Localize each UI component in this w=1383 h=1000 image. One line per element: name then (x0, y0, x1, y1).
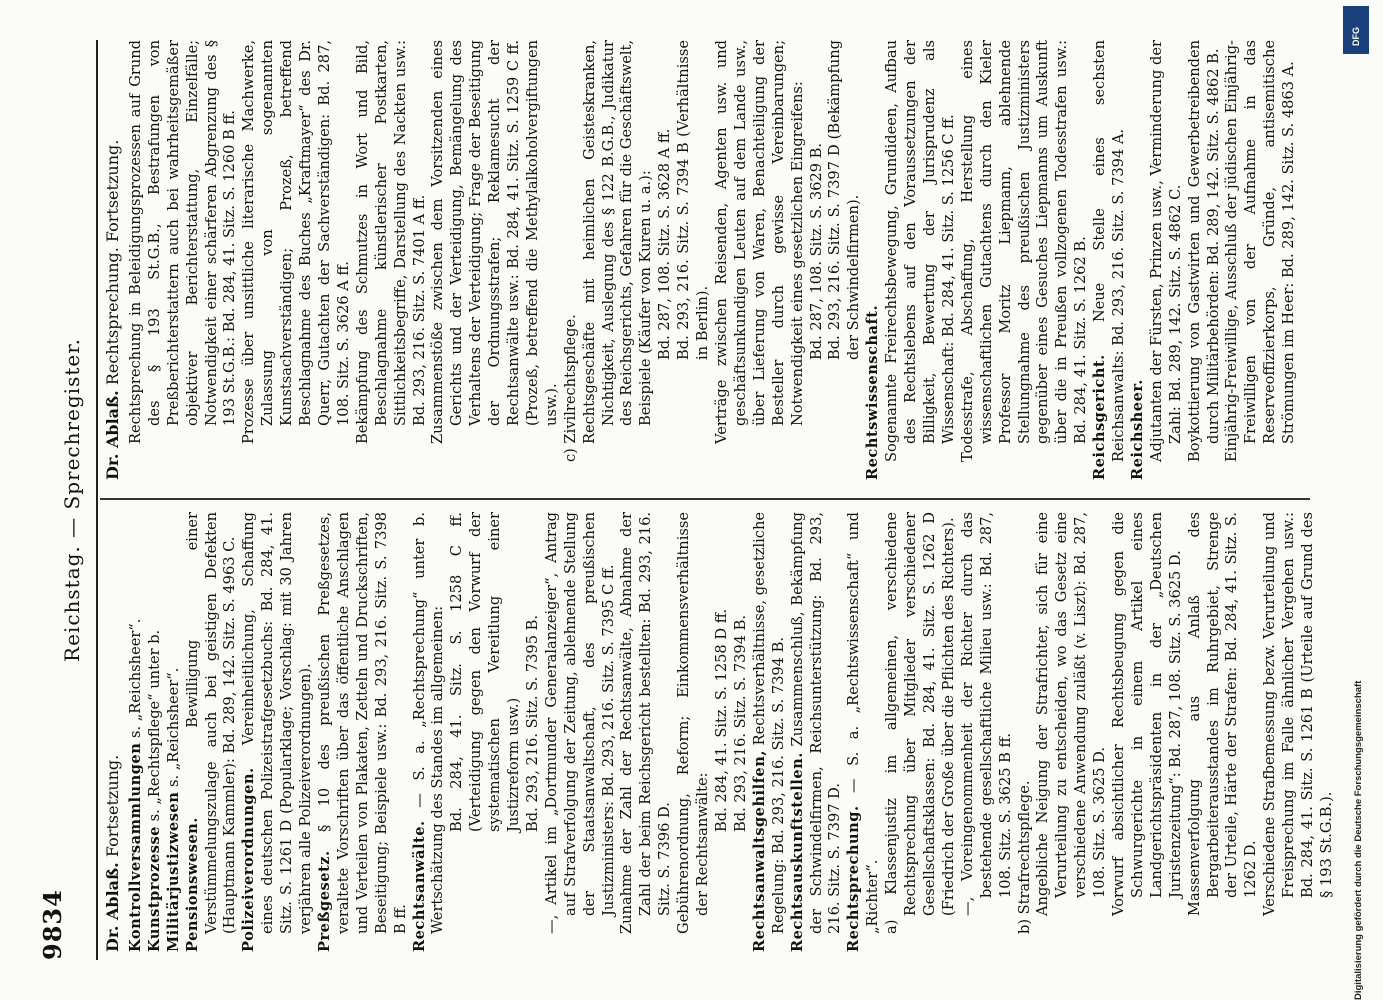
register-entry (883, 40, 959, 480)
entry-text: Todesstrafe, Abschaffung, Herstellung eines wissenschaftlichen Gutachtens durch den Kieler Professor Moritz Liepmann, ablehnende Stellungnahme des preußischen Justizministers gegenüber eines Gesuches Liepmanns um Auskunft über die in Preußen vollzogenen Todesstrafen usw.: Bd. 284, 41. Sitz. S. 1262 B. (958, 40, 1090, 462)
register-entry (1016, 512, 1035, 952)
register-entry (165, 512, 184, 952)
entry-text: a) Klassenjustiz im allgemeinen, verschiedene Rechtsprechung über Mitglieder verschiedener Gesellschaftsklassen: Bd. 284, 41. Sitz. S. 1262 D (Friedrich der Große über die Pflichten des Richters). (883, 512, 957, 934)
entry-text: Prozesse über unsittliche literarische Machwerke, Zulassung von sogenannten Kunstsachverständigen; Prozeß, betreffend Beschlagnahme des Buches „Kraftmayer“ des Dr. Querr, Gutachten der Sachverständigen: Bd. 287, 108. Sitz. S. 3626 A ff. (240, 40, 352, 444)
entry-text: Verträge zwischen Reisenden, Agenten usw. und geschäftsunkundigen Leuten auf dem Lande usw., über Lieferung von Waren, Benachteiligung der Besteller durch gewisse Vereinbarungen; Notwendigkeit eines gesetzlichen Eingreifens: (713, 40, 806, 444)
continuation-label: Fortsetzung. (103, 754, 122, 858)
entry-text: Zusammenstöße zwischen dem Vorsitzenden eines Gerichts und der Verteidigung, Bemängelung des Verhaltens der Verteidigung; Frage der Beseitigung der Ordnungsstrafen; Reklamesucht der Rechtsanwälte usw.: Bd. 284, 41. Sitz. S. 1259 C ff. (Prozeß, betreffend die Methylalkoholvergiftungen usw.). (429, 40, 560, 444)
entry-reference: Bd. 287, 108. Sitz. S. 3628 A ff. (656, 128, 674, 360)
register-entry (524, 512, 543, 952)
entry-text: Bekämpfung des Schmutzes in Wort und Bild, Beschlagnahme künstlerischer Postkarten, Sittlichkeitsbegriffe, Darstellung des Nackten usw.: Bd. 293, 216. Sitz. S. 7401 A ff. (353, 40, 428, 444)
register-entry (354, 40, 430, 480)
register-entry (1223, 40, 1299, 480)
register-entry (316, 512, 411, 952)
register-entry (1148, 40, 1186, 480)
entry-text: Einjährig-Freiwillige, Ausschluß der jüdischen Einjährig-Freiwilligen von der Aufnahme in das Reserveoffizierkorps, Gründe, antisemitische Strömungen im Heer: Bd. 289, 142. Sitz. S. 4863 A. (1223, 40, 1298, 462)
register-entry (543, 512, 619, 952)
register-entry (751, 512, 789, 952)
left-column-heading (104, 512, 123, 952)
continuation-label: Rechtsprechung. Fortsetzung. (103, 139, 122, 386)
entry-text: —, Voreingenommenheit der Richter durch das bestehende gesellschaftliche Milieu usw.: Bd. 287, 108. Sitz. S. 3625 B ff. (958, 512, 1014, 916)
entry-reference: Bd. 284, 41. Sitz. S. 1258 D ff. (713, 608, 730, 832)
entry-keyword: Pensionswesen. (183, 817, 201, 952)
register-entry (1034, 512, 1110, 952)
entry-text: —, Artikel im „Dortmunder Generalanzeiger“, Antrag auf Strafverfolgung der Zeitung, ablehnende Stellung der Staatsanwaltschaft, des preußischen Justizministers: Bd. 293, 216. Sitz. S. 7395 C ff. (542, 512, 617, 934)
speaker-name: Dr. Ablaß. (103, 390, 122, 480)
entry-text: Angebliche Neigung der Strafrichter, sich für eine Verurteilung zu entscheiden, wo das Gesetz eine verschiedene Anwendung zuläßt (v. Liszt): Bd. 287, 108. Sitz. S. 3625 D. (1034, 512, 1109, 916)
register-entry (581, 40, 657, 480)
entry-text: Vorwurf absichtlicher Rechtsbeugung gegen die Schwurgerichte in einem Artikel eines Landgerichtspräsidenten in der „Deutschen Juristenzeitung“: Bd. 287, 108. Sitz. S. 3625 D. (1110, 512, 1184, 916)
entry-text: Adjutanten der Fürsten, Prinzen usw., Verminderung der Zahl: Bd. 289, 142. Sitz. S. 4862 C. (1147, 40, 1184, 462)
register-entry (429, 40, 561, 480)
entry-reference: Bd. 293, 216. Sitz. S. 7397 D (Bekämpfung der Schwindelfirmen). (826, 40, 863, 360)
register-entry (146, 512, 165, 952)
entry-text: Zunahme der Zahl der Rechtsanwälte, Abnahme der Zahl der beim Reichsgericht bestellten: Bd. 293, 216. Sitz. S. 7396 D. (618, 512, 674, 934)
entry-text: Vereinheitlichung, Schaffung eines deutschen Polizeistrafgesetzbuchs: Bd. 284, 41. Sitz. S. 1261 D (Popularklage; Vorschlag: mit 30 Jahren verjähren alle Polizeiverordnungen). (240, 512, 315, 934)
register-entry (127, 40, 240, 480)
dfg-logo-text: DFG (1351, 27, 1361, 46)
register-entry (618, 512, 675, 952)
register-entry (448, 512, 524, 952)
register-entry (1261, 512, 1337, 952)
entry-keyword: Rechtsanwaltsgehilfen, (750, 750, 768, 952)
entry-keyword: Rechtsprechung. (845, 805, 863, 952)
register-entry (713, 512, 732, 952)
register-entry (826, 40, 864, 480)
entry-text: Gebührenordnung, Reform; Einkommensverhältnisse der Rechtsanwälte: (675, 512, 712, 934)
header-rule (96, 40, 98, 960)
register-entry (883, 512, 959, 952)
entry-keyword: Kunstprozesse (145, 826, 163, 952)
register-entry (656, 40, 675, 480)
register-entry (240, 512, 316, 952)
register-entry (789, 512, 846, 952)
register-entry (240, 40, 353, 480)
page-header (38, 40, 98, 960)
entry-keyword: Rechtsanwälte. (410, 820, 428, 952)
entry-text: s. „Rechtspflege“ unter b. (145, 629, 163, 827)
register-entry (959, 40, 1091, 480)
entry-text: — S. a. „Rechtswissenschaft“ und „Richter“. (845, 512, 882, 934)
digitization-note: Digitalisierung gefördert durch die Deutsche Forschungsgemeinschaft (1353, 680, 1364, 1000)
page-number: 9834 (38, 889, 67, 960)
entry-text: Neue Stelle eines sechsten Reichsanwalts: Bd. 293, 216. Sitz. S. 7394 A. (1091, 40, 1128, 462)
register-entry (713, 40, 808, 480)
entry-text: Massenverfolgung aus Anlaß des Bergarbeiterausstandes im Ruhrgebiet, Strenge der Urteile, Härte der Strafen: Bd. 284, 41. Sitz. S. 1262 D. (1185, 512, 1260, 916)
left-column (103, 512, 1335, 952)
entry-keyword: Kontrollversammlungen (126, 742, 144, 952)
right-column-heading (104, 40, 123, 480)
running-title: Reichstag. — Sprechregister. (60, 338, 84, 662)
entry-text: Boykottierung von Gastwirten und Gewerbetreibenden durch Militärbehörden: Bd. 289, 142. Sitz. S. 4862 B. (1185, 40, 1222, 462)
register-entry (562, 40, 581, 480)
entry-reference: Bd. 287, 108. Sitz. S. 3629 B. (807, 142, 825, 360)
entry-text: Rechtsgeschäfte mit heimlichen Geisteskranken, Nichtigkeit, Auslegung des § 122 B.G.B., Judikatur des Reichsgerichts, Gefahren für die Geschäftswelt, Beispiele (Käufer von Kuren u. a.): (580, 40, 655, 444)
register-entry (184, 512, 241, 952)
column-divider (100, 499, 1310, 501)
register-entry (1186, 512, 1262, 952)
entry-keyword: Preßgesetz. (315, 850, 333, 952)
side-margin-note (1349, 0, 1365, 1000)
register-entry (959, 512, 1016, 952)
entry-text: b) Strafrechtspflege. (1015, 780, 1033, 934)
entry-reference: Bd. 284, 41. Sitz. S. 1258 C ff. (Verteidigung gegen den Vorwurf der systematischen Vereitlung einer Justizreform usw.) (448, 512, 523, 832)
register-entry (675, 40, 713, 480)
entry-reference: Bd. 293, 216. Sitz. S. 7394 B (Verhältnisse in Berlin). (675, 40, 712, 360)
dfg-logo (1343, 6, 1369, 54)
entry-keyword: Militärjustizwesen (164, 791, 182, 952)
entry-keyword: Polizeiverordnungen. (240, 767, 258, 952)
entry-keyword: Reichsheer. (1128, 379, 1146, 480)
register-entry (1186, 40, 1224, 480)
register-entry (675, 512, 713, 952)
entry-text: § 10 des preußischen Preßgesetzes, veraltete Vorschriften über das öffentliche Anschlagen und Verteilen von Plakaten, Zetteln und Druckschriften, Beseitigung; Beispiele usw.: Bd. 293, 216. Sitz. S. 7398 B ff. (315, 512, 409, 934)
entry-text: s. „Reichsheer“. (164, 667, 182, 792)
register-entry (732, 512, 751, 952)
entry-keyword: Rechtsauskunftstellen. (788, 752, 806, 952)
entry-text: Rechtsprechung in Beleidigungsprozessen auf Grund des § 193 St.G.B., Bestrafungen von Preßberichterstattern auch bei wahrheitsgemäßer objektiver Berichterstattung, Einzelfälle; Notwendigkeit einer schärferen Abgrenzung des § 193 St.G.B.: Bd. 284, 41. Sitz. S. 1260 B ff. (126, 40, 239, 444)
register-entry (808, 40, 827, 480)
entry-text: Zusammenschluß, Bekämpfung der Schwindelfirmen, Reichsunterstützung: Bd. 293, 216. Sitz. S. 7397 D. (788, 512, 844, 934)
entry-text: Bewilligung einer Verstümmelungszulage auch bei geistigen Defekten (Hauptmann Kammler): Bd. 289, 142. Sitz. S. 4963 C. (183, 512, 239, 934)
entry-keyword: Rechtswissenschaft. (864, 304, 882, 480)
entry-text: Sogenannte Freirechtsbewegung, Grundideen, Aufbau des Rechtslebens auf den Voraussetzungen der Billigkeit, Bewertung der Jurisprudenz als Wissenschaft: Bd. 284, 41. Sitz. S. 1256 C ff. (883, 40, 957, 462)
register-entry (127, 512, 146, 952)
left-entries (127, 512, 1337, 952)
speaker-name: Dr. Ablaß. (103, 862, 122, 952)
entry-text: Verschiedene Strafbemessung bezw. Verurteilung und Freisprechung im Falle ähnlicher Vergehen usw.: Bd. 284, 41. Sitz. S. 1261 B (Urteile auf Grund des § 193 St.G.B.). (1261, 512, 1335, 916)
entry-keyword: Reichsgericht. (1091, 354, 1109, 480)
entry-text: Rechtsverhältnisse, gesetzliche Regelung: Bd. 293, 216. Sitz. S. 7394 B. (750, 512, 787, 934)
entry-text: c) Zivilrechtspflege. (561, 314, 579, 462)
register-entry (1091, 40, 1129, 480)
entry-reference: Bd. 293, 216. Sitz. S. 7395 B. (523, 614, 541, 832)
register-entry (1129, 40, 1148, 480)
register-entry (1110, 512, 1186, 952)
register-entry (845, 512, 883, 952)
right-entries (127, 40, 1299, 480)
right-column (104, 40, 1314, 480)
entry-text: — S. a. „Rechtsprechung“ unter b. Wertschätzung des Standes im allgemeinen: (410, 512, 447, 934)
register-entry (411, 512, 449, 952)
entry-text: s. „Reichsheer“. (126, 618, 144, 743)
entry-reference: Bd. 293, 216. Sitz. S. 7394 B. (731, 614, 749, 832)
register-entry (864, 40, 883, 480)
